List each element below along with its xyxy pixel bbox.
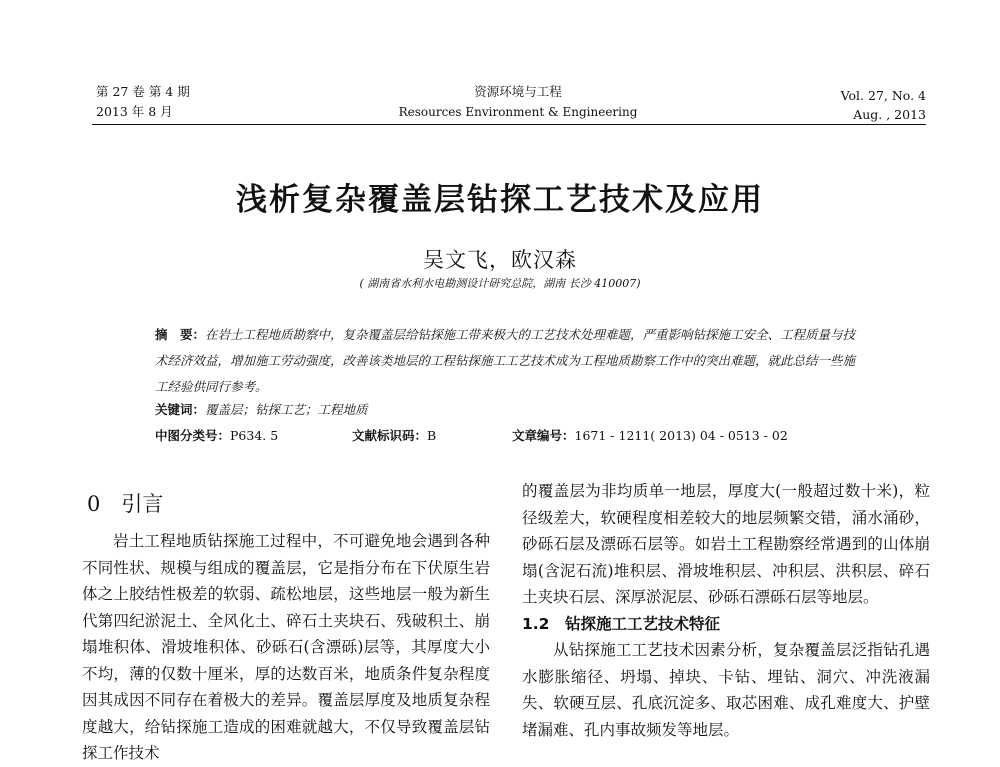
doccode-label: 文献标识码：	[352, 428, 428, 443]
header-rule	[92, 124, 926, 125]
article-title: 浅析复杂覆盖层钻探工艺技术及应用	[236, 182, 764, 218]
abstract-text: 在岩土工程地质勘察中，复杂覆盖层给钻探施工带来极大的工艺技术处理难题，严重影响钻探施工安全、工程质量与技术经济效益，增加施工劳动强度，改善该类地层的工程钻探施工工艺技术成为工程地质勘察工作中的突出难题，就此总结一些施工经验供同行参考。	[155, 327, 856, 394]
authors: 吴文飞，欧汉森	[423, 248, 577, 272]
document-code	[352, 426, 436, 444]
artno-value: 1671 - 1211( 2013) 04 - 0513 - 02	[574, 428, 788, 443]
affiliation: ( 湖南省水利水电勘测设计研究总院，湖南 长沙 410007)	[359, 277, 641, 290]
right-paragraph-2: 从钻探施工工艺技术因素分析，复杂覆盖层泛指钻孔遇水膨胀缩径、坍塌、掉块、卡钻、埋钻、洞穴、冲洗液漏失、软硬互层、孔底沉淀多、取芯困难、成孔难度大、护壁堵漏难、孔内事故频发等地层。	[522, 641, 930, 739]
clc-number	[155, 426, 278, 444]
journal-name-cn: 资源环境与工程	[474, 84, 562, 99]
volume-number-en: Vol. 27, No. 4	[840, 88, 926, 103]
artno-label: 文章编号：	[512, 428, 575, 443]
right-column	[522, 478, 930, 743]
intro-paragraph: 岩土工程地质钻探施工过程中，不可避免地会遇到各种不同性状、规模与组成的覆盖层，它是指分布在下伏原生岩体之上胶结性极差的软弱、疏松地层，这些地层一般为新生代第四纪淤泥土、全风化土、碎石土夹块石、残破积土、崩塌堆积体、滑坡堆积体、砂砾石(含漂砾)层等，其厚度大小不均，薄的仅数十厘米，厚的达数百米，地质条件复杂程度因其成因不同存在着极大的差异。覆盖层厚度及地质复杂程度越大，给钻探施工造成的困难就越大，不仅导致覆盖层钻探工作技术	[82, 532, 490, 762]
clc-label: 中图分类号：	[155, 428, 231, 443]
doccode-value: B	[427, 428, 437, 443]
section-heading-1-2: 1.2 钻探施工工艺技术特征	[522, 614, 720, 633]
keywords-text: 覆盖层；钻探工艺；工程地质	[205, 402, 368, 417]
abstract-label: 摘 要：	[155, 327, 206, 342]
article-number	[512, 426, 788, 444]
clc-value: P634. 5	[230, 428, 279, 443]
journal-name-en: Resources Environment & Engineering	[398, 105, 638, 119]
right-paragraph-1: 的覆盖层为非均质单一地层，厚度大(一般超过数十米)，粒径级差大，软硬程度相差较大的地层频繁交错，涌水涌砂，砂砾石层及漂砾石层等。如岩土工程勘察经常遇到的山体崩塌(含泥石流)堆积层、滑坡堆积层、冲积层、洪积层、碎石土夹块石层、深厚淤泥层、砂砾石漂砾石层等地层。	[522, 482, 930, 606]
left-column	[82, 528, 490, 767]
volume-issue: 第 27 卷 第 4 期	[96, 84, 190, 99]
keywords	[155, 400, 368, 418]
keywords-label: 关键词：	[155, 402, 206, 417]
publication-date: 2013 年 8 月	[96, 104, 173, 119]
section-heading-introduction: 0 引言	[87, 492, 164, 516]
abstract	[155, 322, 867, 400]
publication-date-en: Aug. , 2013	[853, 107, 926, 122]
